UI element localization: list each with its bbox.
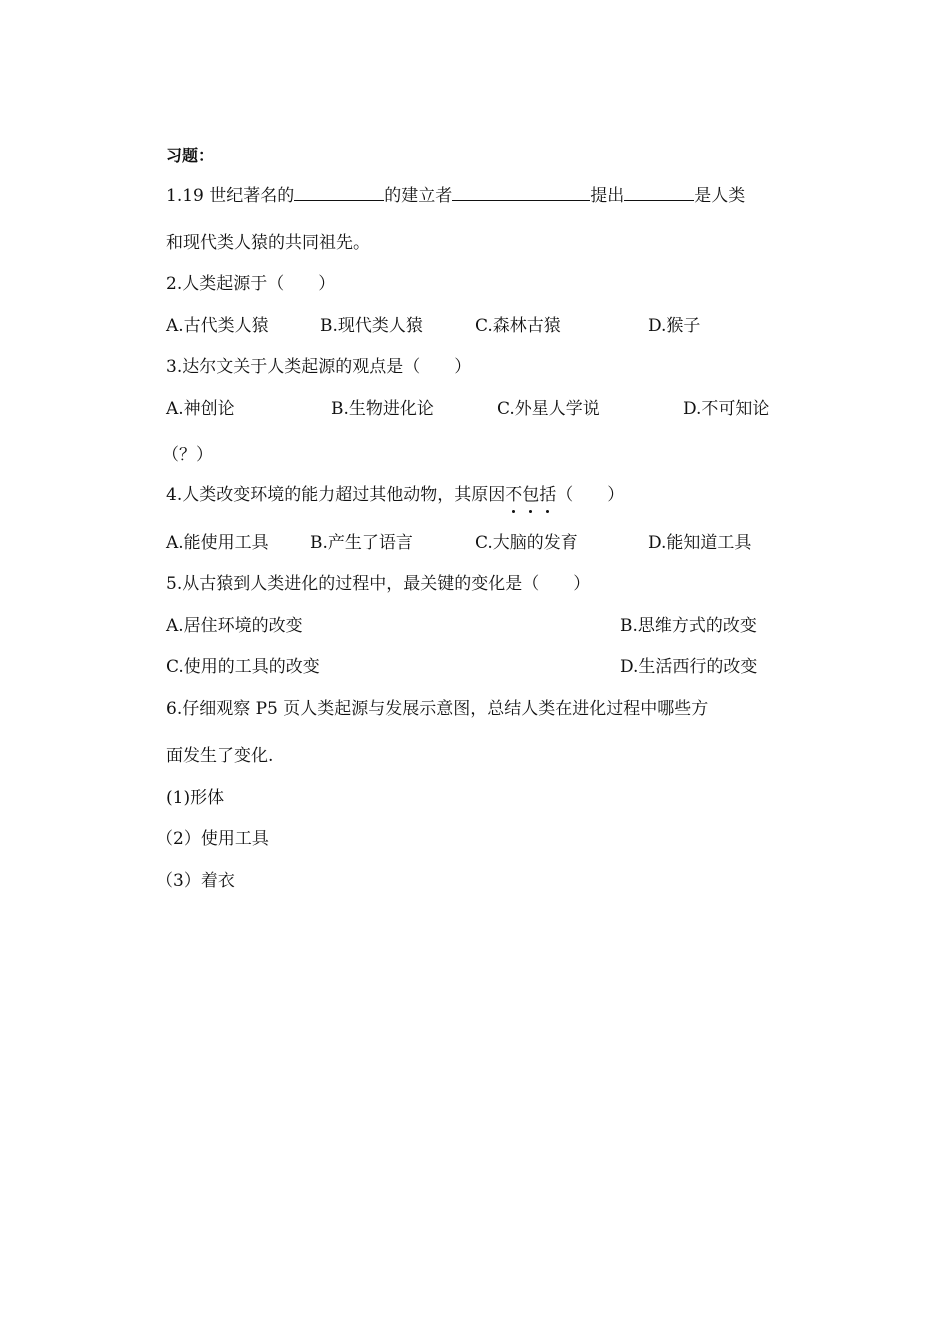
q6-item-1: (1)形体 (166, 788, 225, 808)
q3-note: （？） (162, 445, 213, 465)
q1-blank-2[interactable] (452, 184, 590, 201)
q5-option-b: B.思维方式的改变 (620, 616, 757, 636)
q4-stem-after: （ ） (556, 485, 625, 505)
q1-text-part4: 是人类 (694, 186, 746, 206)
question-1-line-1 (166, 184, 745, 208)
q4-option-b: B.产生了语言 (310, 533, 413, 553)
q2-option-b: B.现代类人猿 (320, 316, 423, 336)
q1-blank-3[interactable] (624, 184, 694, 201)
question-5-stem: 5.从古猿到人类进化的过程中，最关键的变化是（ ） (166, 574, 591, 594)
q4-emphasis-char-1: 不 (505, 485, 523, 505)
q2-option-d: D.猴子 (648, 316, 701, 336)
q5-option-a: A.居住环境的改变 (166, 616, 303, 636)
q2-option-a: A.古代类人猿 (166, 316, 269, 336)
question-3-stem: 3.达尔文关于人类起源的观点是（ ） (166, 357, 472, 377)
q1-text-part2: 的建立者 (384, 186, 453, 206)
exercise-heading: 习题： (166, 146, 215, 165)
q1-text-part3: 提出 (590, 186, 625, 206)
q3-option-b: B.生物进化论 (331, 399, 434, 419)
q5-option-c: C.使用的工具的改变 (166, 657, 320, 677)
question-4-stem (166, 483, 624, 507)
q3-option-d: D.不可知论 (683, 399, 770, 419)
question-2-stem: 2.人类起源于（ ） (166, 274, 336, 294)
q1-text-part1: 1.19 世纪著名的 (166, 186, 295, 206)
q4-emphasis-char-3: 括 (539, 485, 557, 505)
q5-option-d: D.生活西行的改变 (620, 657, 758, 677)
q6-item-2: （2）使用工具 (156, 829, 269, 849)
q3-option-a: A.神创论 (166, 399, 235, 419)
q2-option-c: C.森林古猿 (475, 316, 561, 336)
q6-item-3: （3）着衣 (156, 871, 235, 891)
q3-option-c: C.外星人学说 (497, 399, 600, 419)
q4-emphasis-char-2: 包 (522, 485, 540, 505)
question-1-line-2: 和现代类人猿的共同祖先。 (166, 233, 370, 253)
q4-option-a: A.能使用工具 (166, 533, 269, 553)
question-6-line-2: 面发生了变化. (166, 746, 274, 766)
q1-blank-1[interactable] (294, 184, 384, 201)
q4-stem-before: 4.人类改变环境的能力超过其他动物，其原因 (166, 485, 506, 505)
q4-option-c: C.大脑的发育 (475, 533, 578, 553)
q4-option-d: D.能知道工具 (648, 533, 752, 553)
question-6-line-1: 6.仔细观察 P5 页人类起源与发展示意图，总结人类在进化过程中哪些方 (166, 699, 709, 719)
